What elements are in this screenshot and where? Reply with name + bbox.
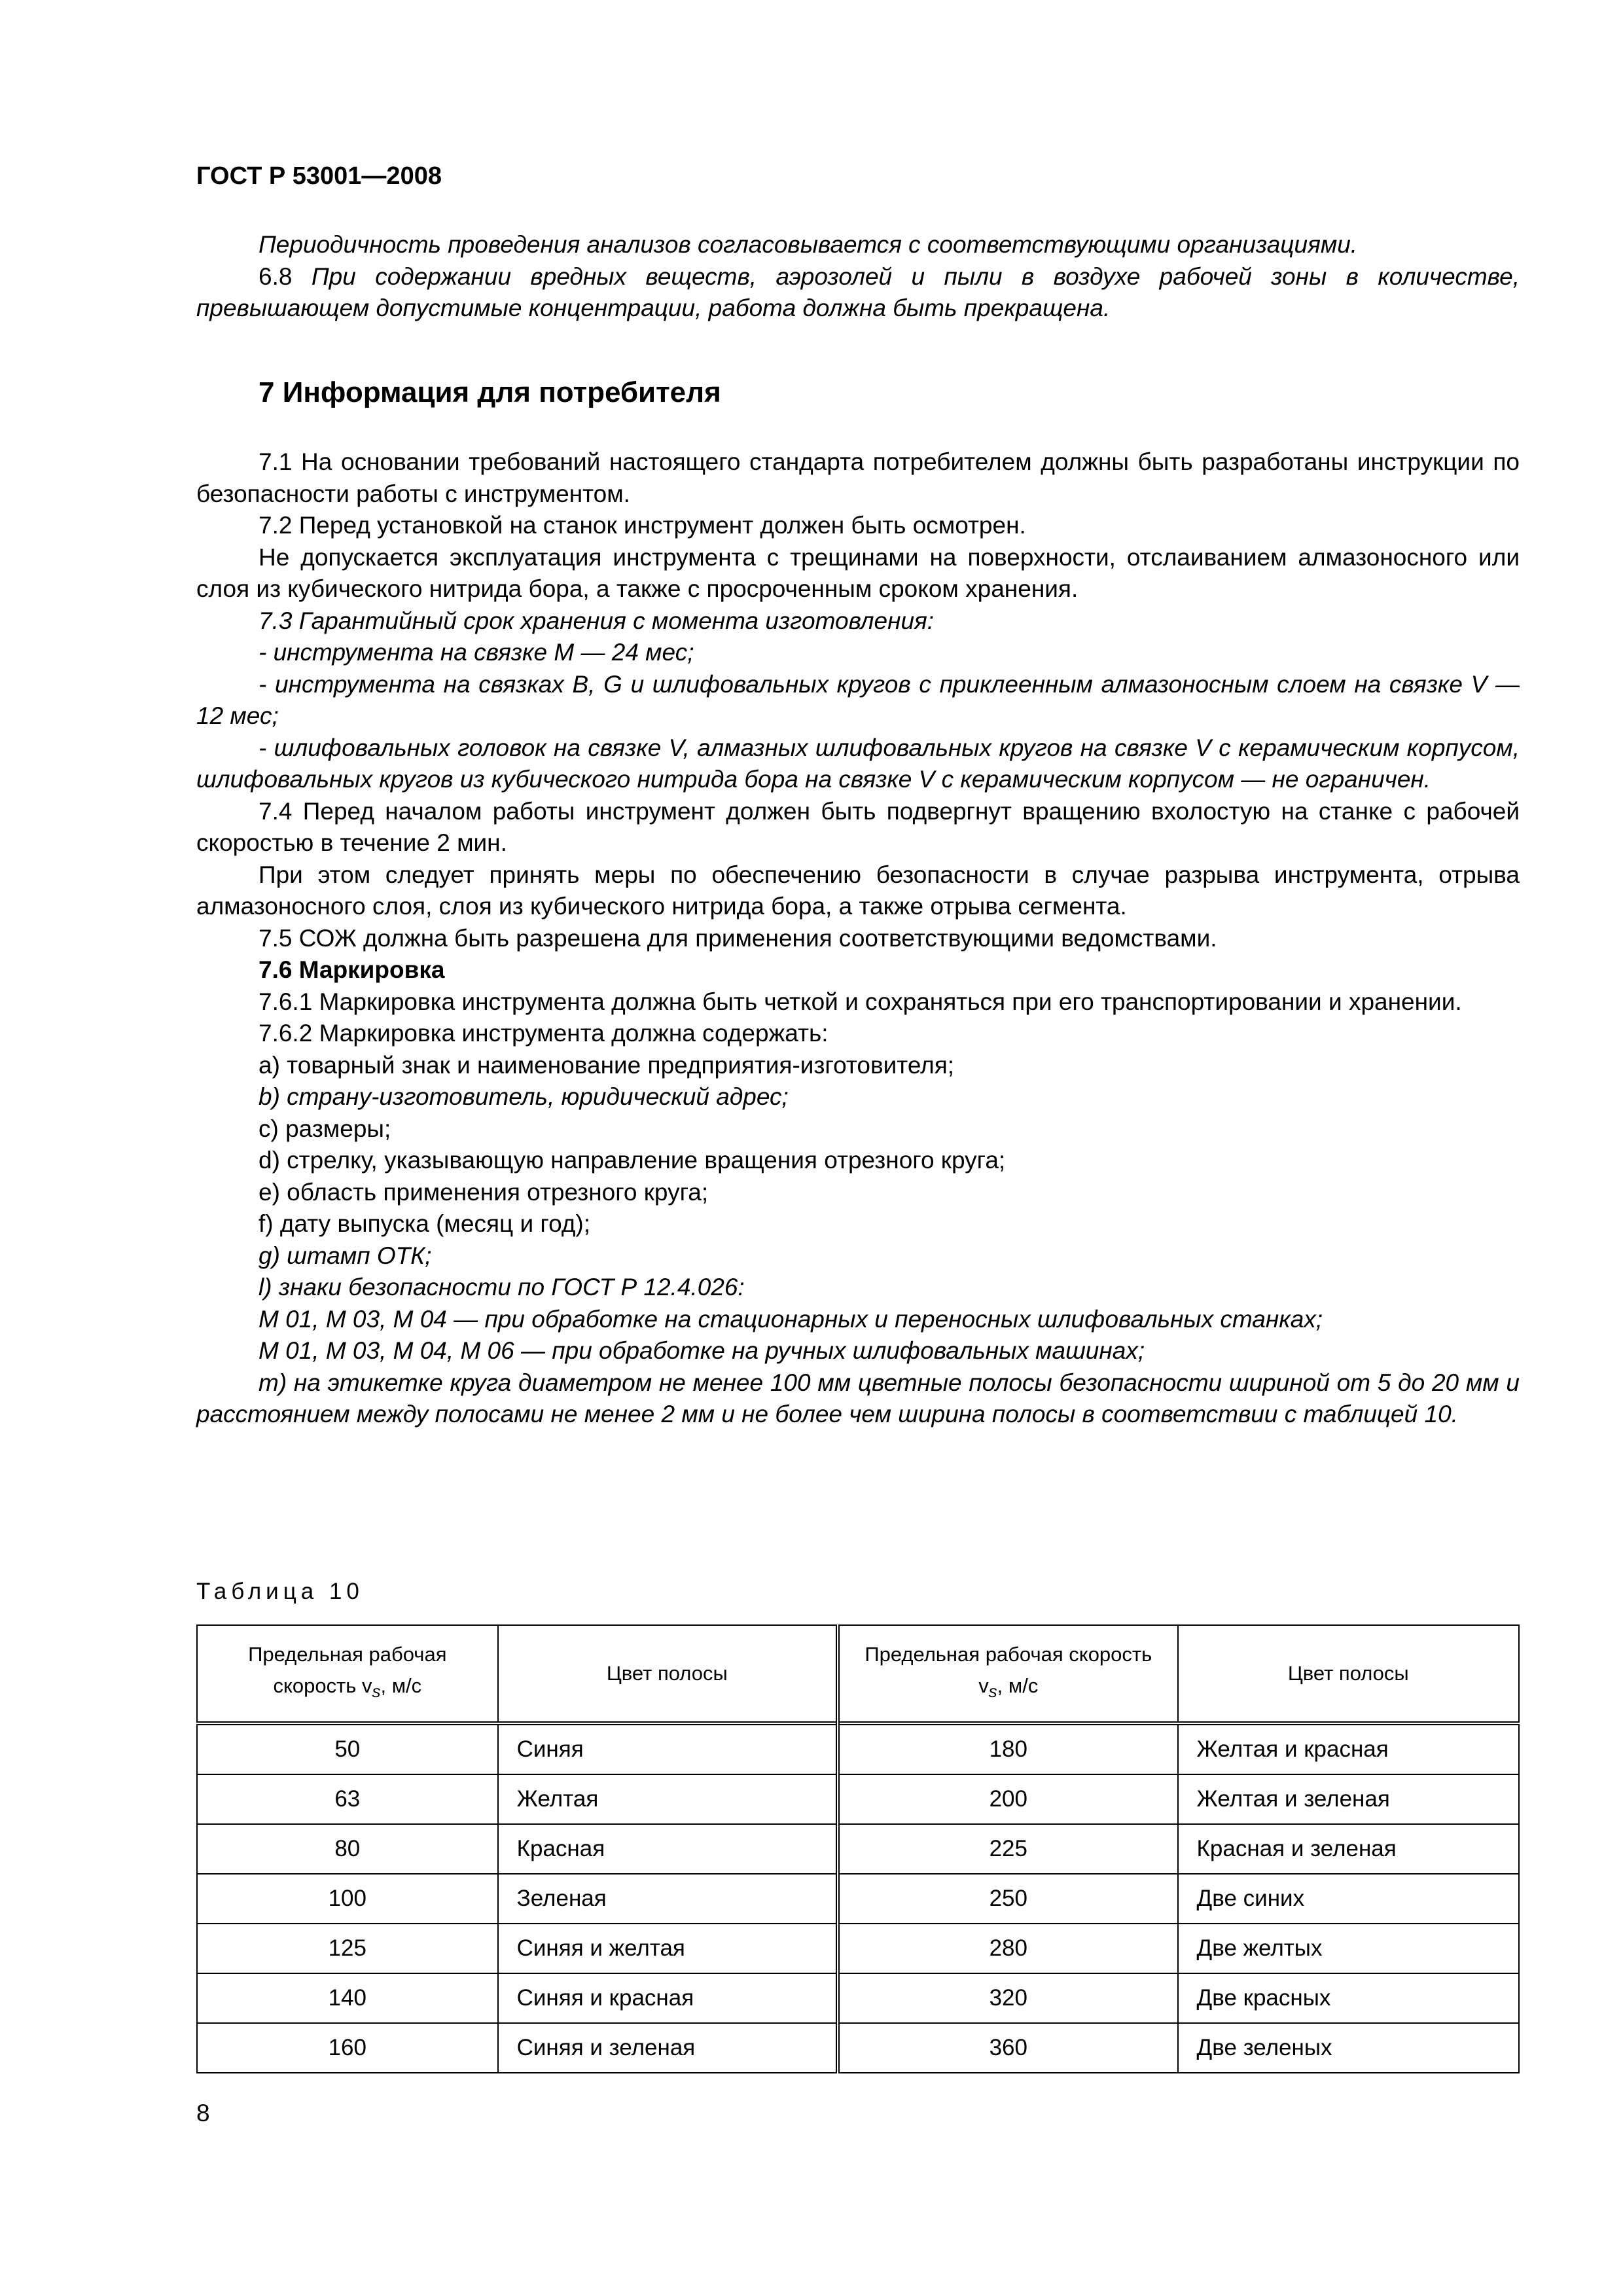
color-cell: Синяя и зеленая xyxy=(498,2023,838,2073)
document-id-header: ГОСТ Р 53001—2008 xyxy=(196,162,442,190)
list-item: М 01, М 03, М 04, М 06 — при обработке на ручных шлифовальных машинах; xyxy=(259,1337,1145,1364)
speed-cell: 63 xyxy=(197,1774,498,1824)
list-item: l) знаки безопасности по ГОСТ Р 12.4.026: xyxy=(259,1274,745,1300)
paragraph-7-6-2: 7.6.2 Маркировка инструмента должна содержать: xyxy=(259,1020,829,1047)
paragraph-7-6-1: 7.6.1 Маркировка инструмента должна быть четкой и сохраняться при его транспортировании и хранении. xyxy=(259,988,1462,1015)
list-item: М 01, М 03, М 04 — при обработке на стационарных и переносных шлифовальных станках; xyxy=(259,1305,1323,1333)
color-cell: Синяя и желтая xyxy=(498,1924,838,1973)
color-cell: Две желтых xyxy=(1178,1924,1519,1973)
section-heading: 7 Информация для потребителя xyxy=(259,376,721,408)
table-row xyxy=(197,1874,1519,1924)
table-row xyxy=(197,1824,1519,1874)
table-row xyxy=(197,2023,1519,2073)
color-cell: Синяя xyxy=(498,1723,838,1774)
color-cell: Зеленая xyxy=(498,1874,838,1924)
speed-cell: 180 xyxy=(838,1723,1178,1774)
color-cell: Красная и зеленая xyxy=(1178,1824,1519,1874)
speed-cell: 360 xyxy=(838,2023,1178,2073)
speed-cell: 125 xyxy=(197,1924,498,1973)
table-10 xyxy=(196,1624,1520,2073)
page-number: 8 xyxy=(196,2100,210,2126)
paragraph: При этом следует принять меры по обеспечению безопасности в случае разрыва инструмента, отрыва алмазоносного слоя, слоя из кубического нитрида бора, а также отрыва сегмента. xyxy=(196,861,1520,920)
subsection-heading: 7.6 Маркировка xyxy=(259,956,445,983)
paragraph-6-8 xyxy=(196,261,1520,325)
clause-number: 6.8 xyxy=(259,262,293,290)
paragraph-7-3: 7.3 Гарантийный срок хранения с момента изготовления: xyxy=(259,607,935,634)
header-speed: Предельная рабочая скорость $v_s$, м/с xyxy=(838,1625,1178,1723)
color-cell: Две красных xyxy=(1178,1973,1519,2023)
table-header-row xyxy=(197,1625,1519,1723)
header-color: Цвет полосы xyxy=(1178,1625,1519,1723)
clause-text: При содержании вредных веществ, аэрозолей и пыли в воздухе рабочей зоны в количестве, превышающем допустимые концентрации, работа должна быть прекращена. xyxy=(196,262,1520,321)
table-row xyxy=(197,1973,1519,2023)
color-cell: Желтая и красная xyxy=(1178,1723,1519,1774)
list-item: m) на этикетке круга диаметром не менее 100 мм цветные полосы безопасности шириной от 5 до 20 мм и расстоянием между полосами не менее 2 мм и не более чем ширина полосы в соответствии с таблицей 10. xyxy=(196,1369,1520,1427)
table-caption: Таблица 10 xyxy=(196,1579,364,1604)
speed-cell: 80 xyxy=(197,1824,498,1874)
paragraph-7-1: 7.1 На основании требований настоящего стандарта потребителем должны быть разработаны инструкции по безопасности работы с инструментом. xyxy=(196,448,1520,507)
list-item: f) дату выпуска (месяц и год); xyxy=(259,1210,591,1237)
list-item: g) штамп ОТК; xyxy=(259,1242,432,1269)
paragraph-7-5: 7.5 СОЖ должна быть разрешена для применения соответствующими ведомствами. xyxy=(259,924,1217,952)
color-cell: Желтая и зеленая xyxy=(1178,1774,1519,1824)
list-item: b) страну-изготовитель, юридический адрес; xyxy=(259,1083,789,1110)
list-item: c) размеры; xyxy=(259,1115,391,1142)
speed-cell: 160 xyxy=(197,2023,498,2073)
list-item: - шлифовальных головок на связке V, алмазных шлифовальных кругов на связке V с керамическим корпусом, шлифовальных кругов из кубического нитрида бора на связке V с керамическим корпусом — не ограничен. xyxy=(196,734,1520,793)
paragraph: Периодичность проведения анализов согласовывается с соответствующими организациями. xyxy=(259,231,1358,258)
list-item: - инструмента на связках В, G и шлифовальных кругов с приклеенным алмазоносным слоем на связке V — 12 мес; xyxy=(196,670,1520,729)
speed-cell: 320 xyxy=(838,1973,1178,2023)
speed-cell: 100 xyxy=(197,1874,498,1924)
paragraph-7-2: 7.2 Перед установкой на станок инструмент должен быть осмотрен. xyxy=(259,512,1026,539)
table-row xyxy=(197,1723,1519,1774)
paragraph-7-4: 7.4 Перед началом работы инструмент должен быть подвергнут вращению вхолостую на станке с рабочей скоростью в течение 2 мин. xyxy=(196,797,1520,856)
list-item: d) стрелку, указывающую направление вращения отрезного круга; xyxy=(259,1147,1006,1174)
table-row xyxy=(197,1924,1519,1973)
list-item: a) товарный знак и наименование предприятия-изготовителя; xyxy=(259,1051,955,1079)
speed-cell: 140 xyxy=(197,1973,498,2023)
speed-cell: 225 xyxy=(838,1824,1178,1874)
header-speed: Предельная рабочая скорость $v_s$, м/с xyxy=(197,1625,498,1723)
paragraph: Не допускается эксплуатация инструмента с трещинами на поверхности, отслаиванием алмазоносного или слоя из кубического нитрида бора, а также с просроченным сроком хранения. xyxy=(196,543,1520,602)
color-cell: Синяя и красная xyxy=(498,1973,838,2023)
speed-cell: 200 xyxy=(838,1774,1178,1824)
color-cell: Две синих xyxy=(1178,1874,1519,1924)
document-body xyxy=(196,229,1520,1431)
speed-cell: 250 xyxy=(838,1874,1178,1924)
color-cell: Красная xyxy=(498,1824,838,1874)
color-cell: Две зеленых xyxy=(1178,2023,1519,2073)
speed-cell: 50 xyxy=(197,1723,498,1774)
list-item: e) область применения отрезного круга; xyxy=(259,1178,709,1206)
table-row xyxy=(197,1774,1519,1824)
speed-cell: 280 xyxy=(838,1924,1178,1973)
color-cell: Желтая xyxy=(498,1774,838,1824)
header-color: Цвет полосы xyxy=(498,1625,838,1723)
list-item: - инструмента на связке М — 24 мес; xyxy=(259,639,694,666)
